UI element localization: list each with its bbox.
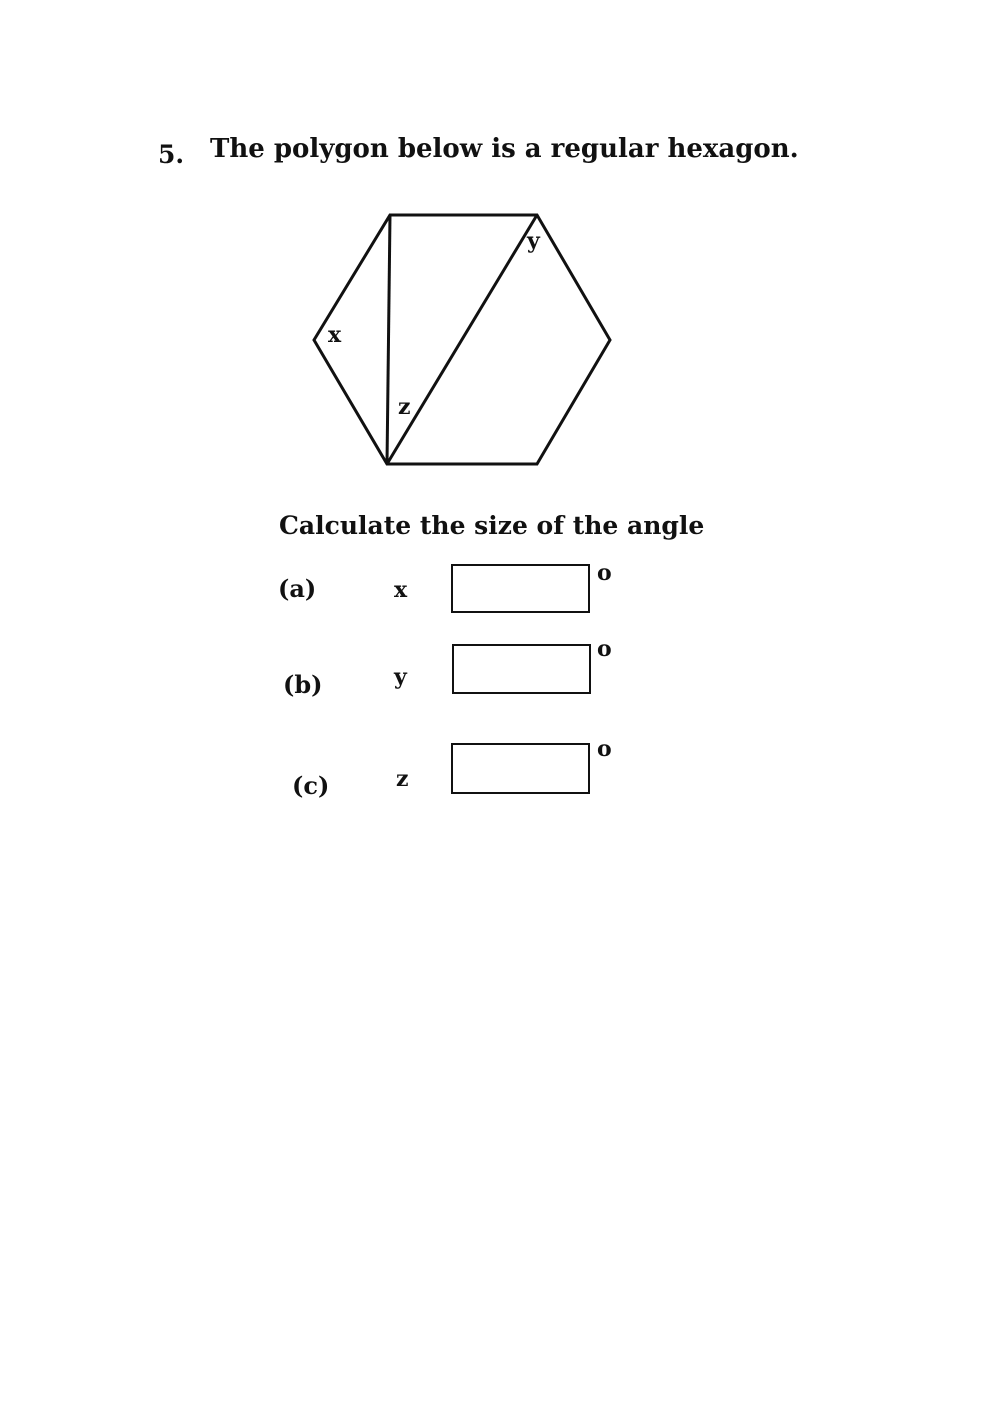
degree-symbol-a: o	[597, 560, 612, 586]
part-a-variable: x	[394, 577, 408, 603]
answer-box-a[interactable]	[451, 564, 590, 613]
part-c-variable: z	[396, 766, 409, 792]
question-text: The polygon below is a regular hexagon.	[210, 134, 799, 164]
part-c-label: (c)	[292, 771, 330, 800]
instruction-text: Calculate the size of the angle	[279, 511, 705, 540]
part-a-label: (a)	[278, 574, 317, 603]
angle-label-z: z	[398, 394, 411, 420]
diagonal-vertical	[387, 215, 390, 464]
angle-label-x: x	[328, 322, 342, 348]
degree-symbol-c: o	[597, 736, 612, 762]
angle-label-y: y	[527, 228, 540, 254]
question-number: 5.	[158, 140, 185, 169]
answer-box-c[interactable]	[451, 743, 590, 794]
answer-box-b[interactable]	[452, 644, 591, 694]
degree-symbol-b: o	[597, 636, 612, 662]
part-b-variable: y	[394, 664, 407, 690]
diagonal-slanted	[387, 215, 537, 464]
part-b-label: (b)	[283, 670, 323, 699]
